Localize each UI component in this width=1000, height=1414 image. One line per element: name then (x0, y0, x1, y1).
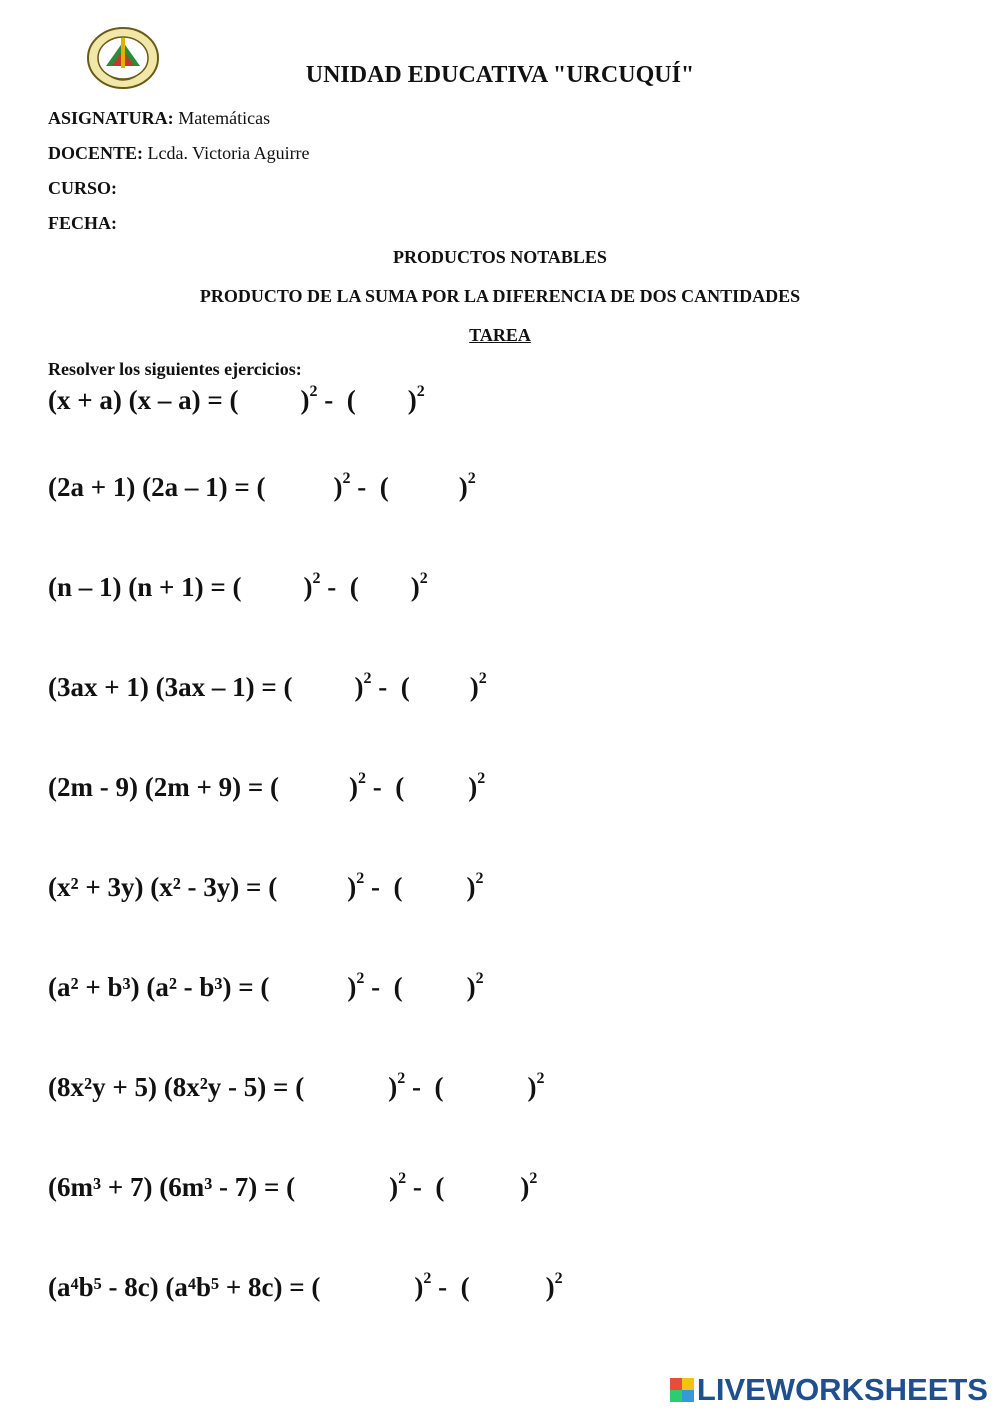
close-paren: ) (389, 1172, 399, 1202)
close-paren: ) (347, 972, 357, 1002)
subject-value: Matemáticas (178, 108, 271, 128)
exponent: 2 (342, 470, 351, 487)
close-paren: ) (466, 972, 476, 1002)
close-paren: ) (300, 385, 310, 415)
open-paren: ( (256, 472, 266, 502)
minus-sign: - (438, 1272, 448, 1302)
open-paren: ( (434, 1072, 444, 1102)
exercise-5 (48, 772, 485, 803)
exercise-1 (48, 385, 425, 416)
equals-sign: = (261, 672, 277, 702)
equals-sign: = (247, 772, 264, 802)
open-paren: ( (349, 572, 359, 602)
exercise-term-2: (a² - b³) (146, 972, 232, 1002)
exponent: 2 (363, 670, 372, 687)
exponent: 2 (423, 1270, 432, 1287)
exercise-3 (48, 572, 428, 603)
close-paren: ) (466, 872, 476, 902)
close-paren: ) (527, 1072, 537, 1102)
open-paren: ( (269, 772, 279, 802)
exercise-term-2: (3ax – 1) (155, 672, 255, 702)
subtopic-heading: PRODUCTO DE LA SUMA POR LA DIFERENCIA DE DOS CANTIDADES (199, 286, 801, 306)
open-paren: ( (393, 972, 403, 1002)
open-paren: ( (232, 572, 242, 602)
exercise-4 (48, 672, 487, 703)
exponent: 2 (397, 1070, 406, 1087)
exponent: 2 (356, 870, 365, 887)
exercise-term-2: (8x²y - 5) (163, 1072, 267, 1102)
exercise-term-1: (n – 1) (48, 572, 122, 602)
exponent: 2 (475, 870, 484, 887)
exponent: 2 (416, 383, 425, 400)
exercise-2 (48, 472, 476, 503)
minus-sign: - (357, 472, 367, 502)
subject-label: ASIGNATURA: (48, 108, 174, 128)
exercise-9 (48, 1172, 537, 1203)
equals-sign: = (238, 972, 254, 1002)
minus-sign: - (370, 872, 380, 902)
exercise-term-1: (x² + 3y) (48, 872, 144, 902)
instructions: Resolver los siguientes ejercicios: (48, 359, 302, 379)
minus-sign: - (378, 672, 388, 702)
task-heading: TAREA (469, 325, 531, 345)
exponent: 2 (398, 1170, 407, 1187)
liveworksheets-logo-icon (670, 1378, 694, 1402)
open-paren: ( (260, 972, 270, 1002)
close-paren: ) (407, 385, 417, 415)
exponent: 2 (357, 770, 366, 787)
open-paren: ( (379, 472, 389, 502)
teacher-field (48, 143, 310, 164)
exercise-term-2: (x – a) (128, 385, 201, 415)
close-paren: ) (468, 772, 478, 802)
equals-sign: = (234, 472, 250, 502)
close-paren: ) (410, 572, 420, 602)
open-paren: ( (311, 1272, 321, 1302)
close-paren: ) (388, 1072, 398, 1102)
minus-sign: - (324, 385, 334, 415)
exercise-10 (48, 1272, 563, 1303)
exercise-8 (48, 1072, 544, 1103)
exponent: 2 (529, 1170, 538, 1187)
exponent: 2 (478, 670, 487, 687)
close-paren: ) (333, 472, 343, 502)
exponent: 2 (477, 770, 486, 787)
exponent: 2 (419, 570, 428, 587)
open-paren: ( (286, 1172, 296, 1202)
minus-sign: - (372, 772, 382, 802)
exponent: 2 (554, 1270, 563, 1287)
exercise-term-1: (x + a) (48, 385, 122, 415)
date-field (48, 213, 117, 234)
school-title: UNIDAD EDUCATIVA "URCUQUÍ" (305, 62, 695, 88)
close-paren: ) (458, 472, 468, 502)
equals-sign: = (273, 1072, 289, 1102)
exercise-term-1: (a² + b³) (48, 972, 140, 1002)
subject-field (48, 108, 270, 129)
exponent: 2 (309, 383, 318, 400)
exercise-term-2: (n + 1) (128, 572, 204, 602)
exponent: 2 (475, 970, 484, 987)
course-field (48, 178, 117, 199)
close-paren: ) (520, 1172, 530, 1202)
close-paren: ) (347, 872, 357, 902)
exercise-term-2: (x² - 3y) (150, 872, 240, 902)
close-paren: ) (469, 672, 479, 702)
open-paren: ( (460, 1272, 470, 1302)
exercise-term-2: (2a – 1) (142, 472, 228, 502)
open-paren: ( (268, 872, 278, 902)
date-label: FECHA: (48, 213, 117, 233)
teacher-label: DOCENTE: (48, 143, 144, 163)
minus-sign: - (371, 972, 381, 1002)
minus-sign: - (411, 1072, 421, 1102)
exercise-term-1: (2m - 9) (48, 772, 138, 802)
exercise-term-1: (2a + 1) (48, 472, 136, 502)
exercise-term-1: (3ax + 1) (48, 672, 149, 702)
close-paren: ) (354, 672, 364, 702)
exercise-term-2: (a⁴b⁵ + 8c) (165, 1272, 283, 1302)
exponent: 2 (536, 1070, 545, 1087)
equals-sign: = (246, 872, 262, 902)
close-paren: ) (414, 1272, 424, 1302)
minus-sign: - (327, 572, 337, 602)
close-paren: ) (348, 772, 358, 802)
open-paren: ( (400, 672, 410, 702)
exercise-term-1: (8x²y + 5) (48, 1072, 157, 1102)
exercise-7 (48, 972, 484, 1003)
open-paren: ( (393, 872, 403, 902)
topic-heading: PRODUCTOS NOTABLES (393, 247, 607, 267)
open-paren: ( (295, 1072, 305, 1102)
minus-sign: - (412, 1172, 422, 1202)
equals-sign: = (210, 572, 226, 602)
brand-text: LIVEWORKSHEETS (696, 1372, 988, 1407)
open-paren: ( (346, 385, 356, 415)
open-paren: ( (283, 672, 293, 702)
equals-sign: = (207, 385, 223, 415)
course-label: CURSO: (48, 178, 118, 198)
open-paren: ( (229, 385, 239, 415)
exercise-6 (48, 872, 483, 903)
exponent: 2 (312, 570, 321, 587)
open-paren: ( (395, 772, 405, 802)
exponent: 2 (467, 470, 476, 487)
exponent: 2 (356, 970, 365, 987)
equals-sign: = (289, 1272, 305, 1302)
exercise-term-1: (a⁴b⁵ - 8c) (48, 1272, 159, 1302)
exercise-term-2: (6m³ - 7) (159, 1172, 258, 1202)
close-paren: ) (545, 1272, 555, 1302)
open-paren: ( (435, 1172, 445, 1202)
exercise-term-2: (2m + 9) (144, 772, 242, 802)
equals-sign: = (264, 1172, 280, 1202)
exercise-term-1: (6m³ + 7) (48, 1172, 153, 1202)
teacher-value: Lcda. Victoria Aguirre (147, 143, 310, 163)
liveworksheets-footer (670, 1372, 988, 1408)
close-paren: ) (303, 572, 313, 602)
